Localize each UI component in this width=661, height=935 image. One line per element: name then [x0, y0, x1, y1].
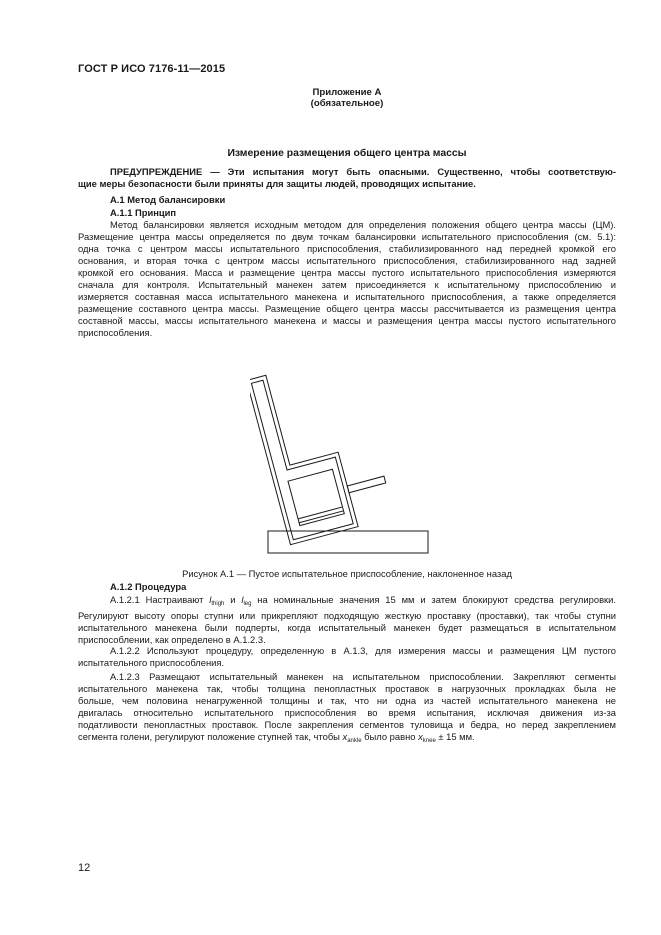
- warning-paragraph: [78, 166, 616, 190]
- text-line: Регулируют высоту опоры ступни или прикрепляют подходящую жесткую проставку (проставки), так чтобы ступни: [78, 610, 616, 621]
- text-line: А.1.2.3 Размещают испытательный манекен на испытательном приспособлении. Закрепляют сегменты: [110, 671, 616, 682]
- procedure-paragraph-2: [78, 645, 616, 669]
- text-line: А.1.2.1 Настраивают $l_{thigh}$ и $l_{leg}$ на номинальные значения 15 мм и затем блокируют средства регулировки.: [110, 594, 616, 607]
- text-line: сначала для контроля. Испытательный манекен затем присоединяется к испытательному приспособлению и: [78, 279, 616, 290]
- standard-header: ГОСТ Р ИСО 7176-11—2015: [78, 63, 226, 75]
- text-line: размещение составного центра массы. Размещение общего центра массы рассчитывается из размещения центра: [78, 303, 616, 314]
- text-line: сегмента голени, регулируют положение ступней так, чтобы $x_{ankle}$ было равно $x_{knee} \pm 15$ мм.: [78, 731, 475, 744]
- text-line: испытательного приспособления.: [78, 657, 225, 668]
- warning-line: ПРЕДУПРЕЖДЕНИЕ — Эти испытания могут быть опасными. Существенно, чтобы соответствую-: [110, 166, 616, 177]
- text-line: испытательного манекена были подперты, когда испытательный манекен будет размещаться в испытательном: [78, 622, 616, 633]
- procedure-paragraph-1: [78, 594, 616, 646]
- text-line: приспособлении, как определено в А.1.2.3.: [78, 634, 266, 645]
- warning-line: щие меры безопасности были приняты для защиты людей, проводящих испытание.: [78, 178, 476, 189]
- text-line: двигалась относительно испытательного приспособления во время испытания, исключая движения из-за: [78, 707, 616, 718]
- text-line: кромкой его основания. Масса и размещение центра массы пустого испытательного приспособления измеряются: [78, 267, 616, 278]
- text-line: одна точка с центром массы испытательного приспособления, стабилизированного над передней кромкой его: [78, 243, 616, 254]
- principle-paragraph: [78, 219, 616, 339]
- heading-a12: А.1.2 Процедура: [110, 581, 187, 592]
- text-line: приспособления.: [78, 327, 153, 338]
- text-line: испытательного манекена так, чтобы толщина пенопластных проставок в нагрузочных прокладках была не: [78, 683, 616, 694]
- figure-caption: Рисунок А.1 — Пустое испытательное приспособление, наклоненное назад: [182, 568, 512, 579]
- fixture-outline: [250, 353, 395, 545]
- text-line: Метод балансировки является исходным методом для определения положения общего центра массы (ЦМ).: [110, 219, 616, 230]
- text-line: Размещение центра массы определяется по двум точкам балансировки испытательного приспособления (см. 5.1):: [78, 231, 616, 242]
- tilted-test-fixture-figure: [250, 345, 440, 555]
- page-number: 12: [78, 862, 91, 874]
- text-line: измеряется составная масса испытательного манекена и испытательного приспособления, а также определяется: [78, 291, 616, 302]
- text-line: основания, и вторая точка с центром массы испытательного приспособления, стабилизированного над задней: [78, 255, 616, 266]
- annex-subtitle: (обязательное): [310, 98, 384, 109]
- section-title: Измерение размещения общего центра массы: [227, 148, 467, 159]
- heading-a1: А.1 Метод балансировки: [110, 194, 226, 205]
- heading-a11: А.1.1 Принцип: [110, 207, 177, 218]
- procedure-paragraph-3: [78, 671, 616, 747]
- annex-title: Приложение А: [312, 87, 382, 98]
- text-line: больше, чем половина ненагруженной толщины и так, что ни одна из частей испытательного манекена не: [78, 695, 616, 706]
- text-line: А.1.2.2 Используют процедуру, определенную в А.1.3, для измерения массы и размещения ЦМ пустого: [110, 645, 616, 656]
- text-line: составной массы, массы испытательного манекена и массы и размещения центра массы пустого испытательного: [78, 315, 616, 326]
- text-line: податливости пенопластных проставок. После закрепления сегментов туловища и бедра, но перед закреплением: [78, 719, 616, 730]
